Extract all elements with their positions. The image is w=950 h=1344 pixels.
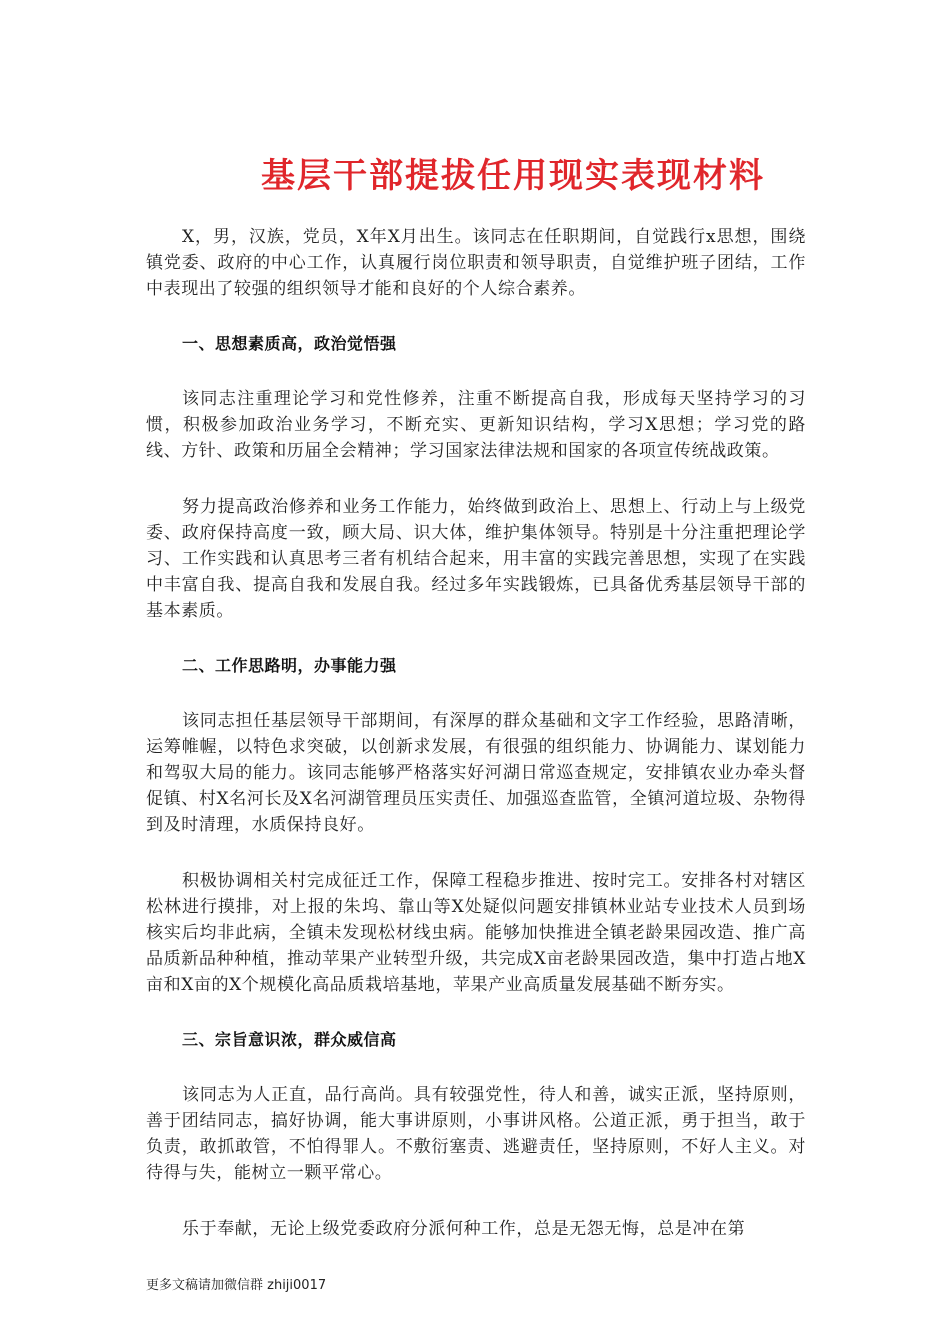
section-2-paragraph-1: 该同志担任基层领导干部期间，有深厚的群众基础和文字工作经验，思路清晰，运筹帷幄，以特色求突破，以创新求发展，有很强的组织能力、协调能力、谋划能力和驾驭大局的能力。该同志能够严格落实好河湖日常巡查规定，安排镇农业办牵头督促镇、村X名河长及X名河湖管理员压实责任、加强巡查监管，全镇河道垃圾、杂物得到及时清理，水质保持良好。 — [146, 711, 806, 835]
document-title: 基层干部提拔任用现实表现材料 — [261, 156, 765, 196]
section-3-paragraph-1: 该同志为人正直，品行高尚。具有较强党性，待人和善，诚实正派，坚持原则，善于团结同志，搞好协调，能大事讲原则，小事讲风格。公道正派，勇于担当，敢于负责，敢抓敢管，不怕得罪人。不敷衍塞责、逃避责任，坚持原则，不好人主义。对待得与失，能树立一颗平常心。 — [146, 1085, 806, 1183]
section-2-paragraph-2: 积极协调相关村完成征迁工作，保障工程稳步推进、按时完工。安排各村对辖区松林进行摸排，对上报的朱坞、靠山等X处疑似问题安排镇林业站专业技术人员到场核实后均非此病，全镇未发现松材线虫病。能够加快推进全镇老龄果园改造、推广高品质新品种种植，推动苹果产业转型升级，共完成X亩老龄果园改造，集中打造占地X亩和X亩的X个规模化高品质栽培基地，苹果产业高质量发展基础不断夯实。 — [146, 871, 806, 995]
section-2-heading: 二、工作思路明，办事能力强 — [182, 656, 397, 675]
intro-paragraph: X，男，汉族，党员，X年X月出生。该同志在任职期间，自觉践行x思想，围绕镇党委、政府的中心工作，认真履行岗位职责和领导职责，自觉维护班子团结，工作中表现出了较强的组织领导才能和良好的个人综合素养。 — [146, 227, 806, 299]
section-3-heading: 三、宗旨意识浓，群众威信高 — [182, 1030, 397, 1049]
section-1-paragraph-1: 该同志注重理论学习和党性修养，注重不断提高自我，形成每天坚持学习的习惯，积极参加政治业务学习，不断充实、更新知识结构，学习X思想；学习党的路线、方针、政策和历届全会精神；学习国家法律法规和国家的各项宣传统战政策。 — [146, 389, 806, 461]
footer-note: 更多文稿请加微信群 zhiji0017 — [146, 1278, 327, 1293]
section-3-paragraph-2: 乐于奉献，无论上级党委政府分派何种工作，总是无怨无悔，总是冲在第 — [182, 1219, 746, 1239]
document-body — [146, 224, 806, 1272]
section-1-heading: 一、思想素质高，政治觉悟强 — [182, 334, 397, 353]
section-1-paragraph-2: 努力提高政治修养和业务工作能力，始终做到政治上、思想上、行动上与上级党委、政府保持高度一致，顾大局、识大体，维护集体领导。特别是十分注重把理论学习、工作实践和认真思考三者有机结合起来，用丰富的实践完善思想，实现了在实践中丰富自我、提高自我和发展自我。经过多年实践锻炼，已具备优秀基层领导干部的基本素质。 — [146, 497, 806, 621]
